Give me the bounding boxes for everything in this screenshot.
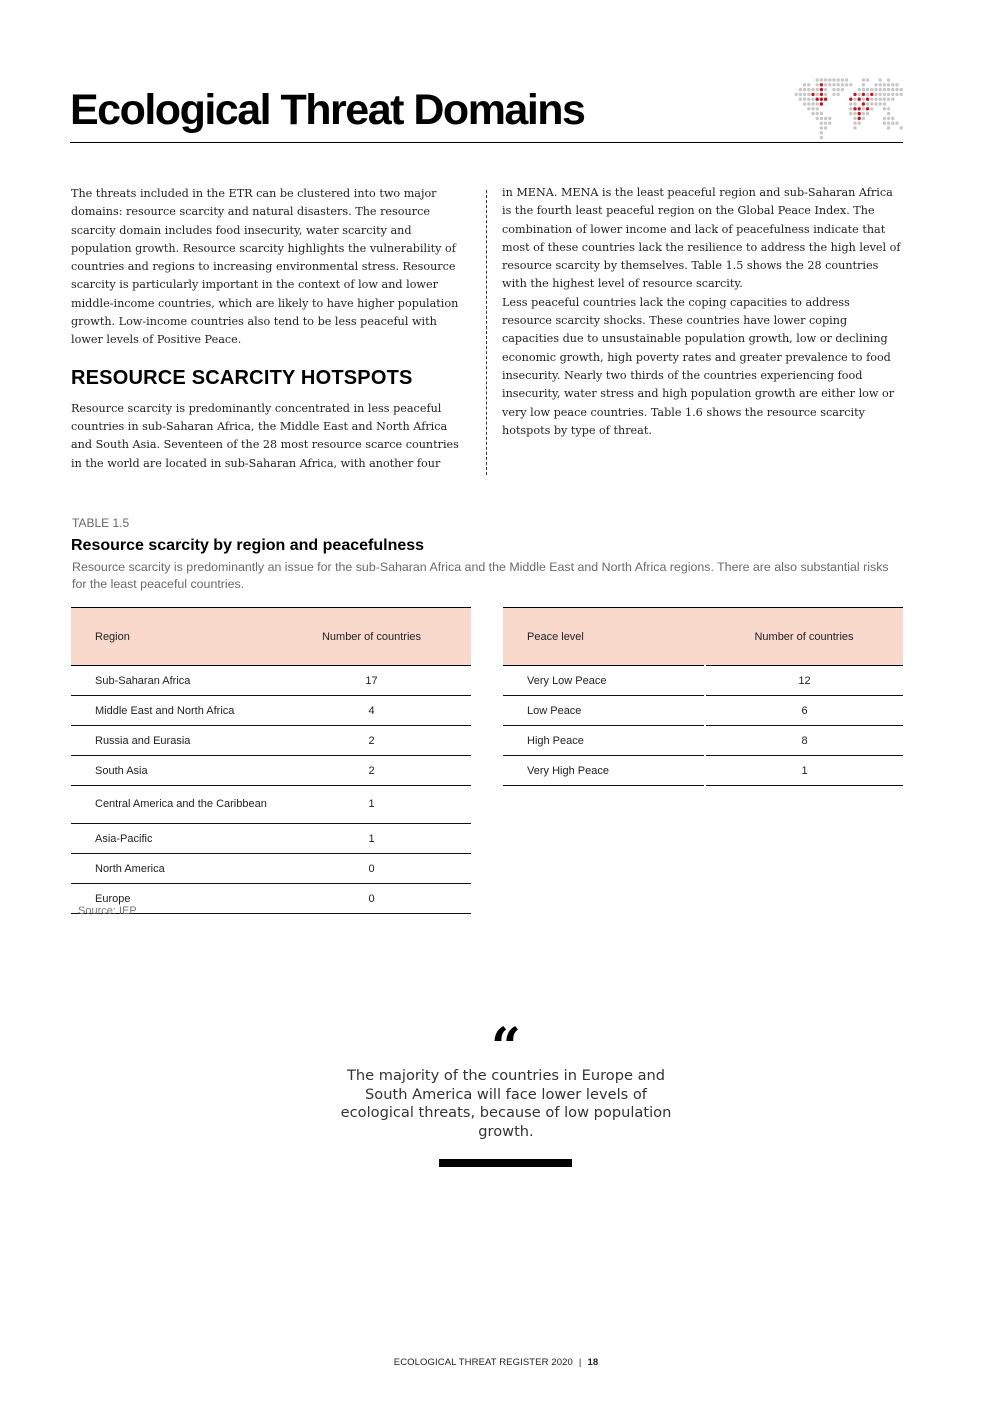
map-dot bbox=[870, 102, 873, 105]
map-dot bbox=[849, 83, 852, 86]
region-name: Middle East and North Africa bbox=[71, 696, 272, 726]
hotspots-paragraph: Resource scarcity is predominantly concentrated in less peaceful countries in sub-Saharan Africa, the Middle East and North Africa and South Asia. Seventeen of the 28 most resource scarce countries in the world are located in sub-Saharan Africa, with another four bbox=[71, 401, 459, 470]
map-dot bbox=[811, 112, 814, 115]
map-dot bbox=[820, 88, 823, 91]
map-dot bbox=[837, 93, 840, 96]
country-count: 12 bbox=[705, 666, 903, 696]
map-dot bbox=[874, 102, 877, 105]
map-dot bbox=[845, 83, 848, 86]
map-dot bbox=[837, 78, 840, 81]
region-name: Asia-Pacific bbox=[71, 824, 272, 854]
map-dot bbox=[866, 98, 869, 101]
map-dot bbox=[874, 88, 877, 91]
table-row bbox=[71, 854, 471, 884]
map-dot bbox=[891, 122, 894, 125]
map-dot bbox=[874, 93, 877, 96]
table-row bbox=[71, 756, 471, 786]
map-dot bbox=[807, 88, 810, 91]
map-dot bbox=[824, 83, 827, 86]
map-dot bbox=[820, 83, 823, 86]
map-dot bbox=[803, 93, 806, 96]
map-dot bbox=[862, 107, 865, 110]
map-dot bbox=[866, 112, 869, 115]
map-dot bbox=[887, 78, 890, 81]
map-dot bbox=[816, 102, 819, 105]
publication-name: ECOLOGICAL THREAT REGISTER 2020 bbox=[393, 1357, 573, 1368]
table-row bbox=[71, 726, 471, 756]
map-dot bbox=[816, 98, 819, 101]
peace-level: High Peace bbox=[503, 726, 705, 756]
intro-paragraph: The threats included in the ETR can be clustered into two major domains: resource scarcity and natural disasters. The resource scarcity domain includes food insecurity, water scarcity and population growth. Resource scarcity highlights the vulnerability of countries and regions to increasing environmental stress. Resource scarcity is particularly important in the context of low and lower middle-income countries, which are likely to have higher population growth. Low-income countries also tend to be less peaceful with lower levels of Positive Peace. bbox=[71, 187, 459, 347]
map-dot bbox=[816, 83, 819, 86]
map-dot bbox=[891, 88, 894, 91]
map-dot bbox=[879, 102, 882, 105]
coping-paragraph: Less peaceful countries lack the coping capacities to address resource scarcity shocks. These countries have lower coping capacities due to unsustainable population growth, low or declining economic growth, high poverty rates and greater prevalence to food insecurity. Nearly two thirds of the countries experiencing food insecurity, water stress and high population growth are either low or very low peace countries. Table 1.6 shows the resource scarcity hotspots by type of threat. bbox=[502, 295, 895, 437]
map-dot bbox=[828, 117, 831, 120]
map-dot bbox=[862, 112, 865, 115]
map-dot bbox=[883, 83, 886, 86]
map-dot bbox=[858, 98, 861, 101]
map-dot bbox=[849, 107, 852, 110]
map-dot bbox=[862, 98, 865, 101]
map-dot bbox=[820, 131, 823, 134]
map-dot bbox=[883, 122, 886, 125]
column-header-region: Region bbox=[71, 608, 272, 666]
page-number: 18 bbox=[587, 1357, 599, 1368]
map-dot bbox=[816, 107, 819, 110]
map-dot bbox=[895, 93, 898, 96]
map-dot bbox=[832, 88, 835, 91]
map-dot bbox=[807, 83, 810, 86]
column-header-count: Number of countries bbox=[272, 608, 471, 666]
map-dot bbox=[849, 102, 852, 105]
map-dot bbox=[841, 83, 844, 86]
map-dot bbox=[879, 83, 882, 86]
pull-quote-text: The majority of the countries in Europe and South America will face lower levels of ecological threats, because of low population growth. bbox=[340, 1067, 672, 1140]
map-dot bbox=[816, 93, 819, 96]
peace-level: Low Peace bbox=[503, 696, 705, 726]
map-dot bbox=[820, 98, 823, 101]
map-dot bbox=[879, 93, 882, 96]
map-dot bbox=[824, 88, 827, 91]
map-dot bbox=[853, 122, 856, 125]
column-header-count: Number of countries bbox=[705, 608, 903, 666]
map-dot bbox=[828, 78, 831, 81]
map-dot bbox=[900, 126, 903, 129]
map-dot bbox=[853, 107, 856, 110]
map-dot bbox=[895, 83, 898, 86]
map-dot bbox=[870, 98, 873, 101]
table-row bbox=[503, 756, 903, 786]
map-dot bbox=[862, 83, 865, 86]
map-dot bbox=[870, 93, 873, 96]
world-dot-map-icon bbox=[786, 74, 906, 142]
map-dot bbox=[816, 78, 819, 81]
map-dot bbox=[820, 93, 823, 96]
peace-level-table bbox=[503, 607, 903, 786]
map-dot bbox=[837, 88, 840, 91]
map-dot bbox=[832, 93, 835, 96]
map-dot bbox=[858, 88, 861, 91]
map-dot bbox=[858, 122, 861, 125]
map-dot bbox=[828, 83, 831, 86]
map-dot bbox=[824, 126, 827, 129]
region-table bbox=[71, 607, 471, 914]
map-dot bbox=[828, 122, 831, 125]
map-dot bbox=[866, 88, 869, 91]
map-dot bbox=[807, 98, 810, 101]
map-dot bbox=[879, 78, 882, 81]
mena-paragraph: in MENA. MENA is the least peaceful region and sub-Saharan Africa is the fourth least peaceful region on the Global Peace Index. The combination of lower income and lack of peacefulness indicate that most of these countries lack the resilience to address the high level of resource scarcity by themselves. Table 1.5 shows the 28 countries with the highest level of resource scarcity. bbox=[502, 186, 901, 291]
map-dot bbox=[900, 88, 903, 91]
country-count: 8 bbox=[705, 726, 903, 756]
map-dot bbox=[874, 98, 877, 101]
map-dot bbox=[795, 93, 798, 96]
map-dot bbox=[849, 98, 852, 101]
section-heading: RESOURCE SCARCITY HOTSPOTS bbox=[71, 366, 413, 389]
map-dot bbox=[811, 93, 814, 96]
map-dot bbox=[807, 107, 810, 110]
map-dot bbox=[887, 122, 890, 125]
map-dot bbox=[820, 112, 823, 115]
map-dot bbox=[853, 117, 856, 120]
country-count: 17 bbox=[272, 666, 471, 696]
map-dot bbox=[820, 122, 823, 125]
map-dot bbox=[811, 102, 814, 105]
map-dot bbox=[887, 117, 890, 120]
map-dot bbox=[891, 117, 894, 120]
map-dot bbox=[879, 98, 882, 101]
map-dot bbox=[820, 136, 823, 139]
map-dot bbox=[824, 117, 827, 120]
map-dot bbox=[816, 112, 819, 115]
map-dot bbox=[883, 93, 886, 96]
country-count: 0 bbox=[272, 854, 471, 884]
left-column bbox=[71, 185, 469, 473]
country-count: 1 bbox=[272, 786, 471, 824]
map-dot bbox=[887, 126, 890, 129]
map-dot bbox=[883, 88, 886, 91]
map-dot bbox=[845, 78, 848, 81]
right-column bbox=[502, 184, 902, 440]
map-dot bbox=[895, 88, 898, 91]
map-dot bbox=[853, 102, 856, 105]
map-dot bbox=[803, 98, 806, 101]
map-dot bbox=[891, 93, 894, 96]
map-dot bbox=[883, 107, 886, 110]
map-dot bbox=[832, 78, 835, 81]
map-dot bbox=[900, 93, 903, 96]
map-dot bbox=[807, 93, 810, 96]
map-dot bbox=[887, 98, 890, 101]
map-dot bbox=[858, 107, 861, 110]
map-dot bbox=[799, 93, 802, 96]
map-dot bbox=[887, 107, 890, 110]
page-footer bbox=[0, 1357, 992, 1368]
region-name: Russia and Eurasia bbox=[71, 726, 272, 756]
map-dot bbox=[862, 78, 865, 81]
country-count: 4 bbox=[272, 696, 471, 726]
map-dot bbox=[807, 102, 810, 105]
map-dot bbox=[866, 93, 869, 96]
table-row bbox=[71, 666, 471, 696]
map-dot bbox=[811, 107, 814, 110]
map-dot bbox=[820, 126, 823, 129]
map-dot bbox=[883, 117, 886, 120]
map-dot bbox=[858, 117, 861, 120]
quote-icon: “ bbox=[491, 1017, 521, 1078]
map-dot bbox=[841, 88, 844, 91]
table-description: Resource scarcity is predominantly an issue for the sub-Saharan Africa and the Middle East and North Africa regions. There are also substantial risks for the least peaceful countries. bbox=[72, 560, 889, 591]
table-header-row bbox=[503, 608, 903, 666]
map-dot bbox=[866, 107, 869, 110]
country-count: 1 bbox=[272, 824, 471, 854]
map-dot bbox=[883, 98, 886, 101]
map-dot bbox=[887, 93, 890, 96]
country-count: 1 bbox=[705, 756, 903, 786]
map-dot bbox=[803, 102, 806, 105]
map-dot bbox=[870, 88, 873, 91]
pull-quote-bar bbox=[439, 1159, 572, 1167]
map-dot bbox=[891, 98, 894, 101]
map-dot bbox=[879, 88, 882, 91]
region-name: Central America and the Caribbean bbox=[71, 786, 272, 824]
map-dot bbox=[803, 88, 806, 91]
map-dot bbox=[858, 93, 861, 96]
table-row bbox=[503, 666, 903, 696]
map-dot bbox=[853, 126, 856, 129]
map-dot bbox=[866, 78, 869, 81]
map-dot bbox=[862, 102, 865, 105]
map-dot bbox=[870, 107, 873, 110]
map-dot bbox=[837, 83, 840, 86]
map-dot bbox=[853, 112, 856, 115]
peace-level: Very Low Peace bbox=[503, 666, 705, 696]
country-count: 2 bbox=[272, 756, 471, 786]
region-name: Europe bbox=[71, 884, 272, 914]
map-dot bbox=[874, 83, 877, 86]
table-row bbox=[71, 786, 471, 824]
country-count: 0 bbox=[272, 884, 471, 914]
table-row bbox=[503, 726, 903, 756]
map-dot bbox=[799, 88, 802, 91]
map-dot bbox=[887, 112, 890, 115]
column-divider bbox=[486, 190, 487, 475]
map-dot bbox=[824, 98, 827, 101]
map-dot bbox=[866, 102, 869, 105]
map-dot bbox=[832, 83, 835, 86]
map-dot bbox=[824, 78, 827, 81]
map-dot bbox=[811, 98, 814, 101]
map-dot bbox=[883, 102, 886, 105]
map-dot bbox=[849, 112, 852, 115]
map-dot bbox=[820, 102, 823, 105]
region-name: North America bbox=[71, 854, 272, 884]
map-dot bbox=[891, 83, 894, 86]
footer-separator: | bbox=[578, 1357, 582, 1368]
map-dot bbox=[824, 122, 827, 125]
page-title: Ecological Threat Domains bbox=[70, 86, 585, 134]
table-label: TABLE 1.5 bbox=[72, 516, 130, 530]
table-source: Source: IEP bbox=[78, 905, 137, 917]
map-dot bbox=[895, 122, 898, 125]
map-dot bbox=[820, 78, 823, 81]
region-name: Sub-Saharan Africa bbox=[71, 666, 272, 696]
country-count: 6 bbox=[705, 696, 903, 726]
table-row bbox=[71, 824, 471, 854]
map-dot bbox=[816, 88, 819, 91]
map-dot bbox=[862, 88, 865, 91]
country-count: 2 bbox=[272, 726, 471, 756]
map-dot bbox=[820, 117, 823, 120]
map-dot bbox=[803, 83, 806, 86]
title-divider bbox=[70, 142, 903, 143]
table-row bbox=[503, 696, 903, 726]
map-dot bbox=[862, 93, 865, 96]
map-dot bbox=[799, 98, 802, 101]
map-dot bbox=[853, 98, 856, 101]
map-dot bbox=[887, 88, 890, 91]
table-title: Resource scarcity by region and peacefulness bbox=[71, 537, 425, 554]
map-dot bbox=[858, 112, 861, 115]
map-dot bbox=[862, 117, 865, 120]
map-dot bbox=[887, 83, 890, 86]
table-header-row bbox=[71, 608, 471, 666]
map-dot bbox=[841, 78, 844, 81]
region-name: South Asia bbox=[71, 756, 272, 786]
map-dot bbox=[824, 93, 827, 96]
column-header-peace-level: Peace level bbox=[503, 608, 705, 666]
table-row bbox=[71, 696, 471, 726]
peace-level: Very High Peace bbox=[503, 756, 705, 786]
map-dot bbox=[853, 93, 856, 96]
map-dot bbox=[811, 88, 814, 91]
map-dot bbox=[816, 117, 819, 120]
